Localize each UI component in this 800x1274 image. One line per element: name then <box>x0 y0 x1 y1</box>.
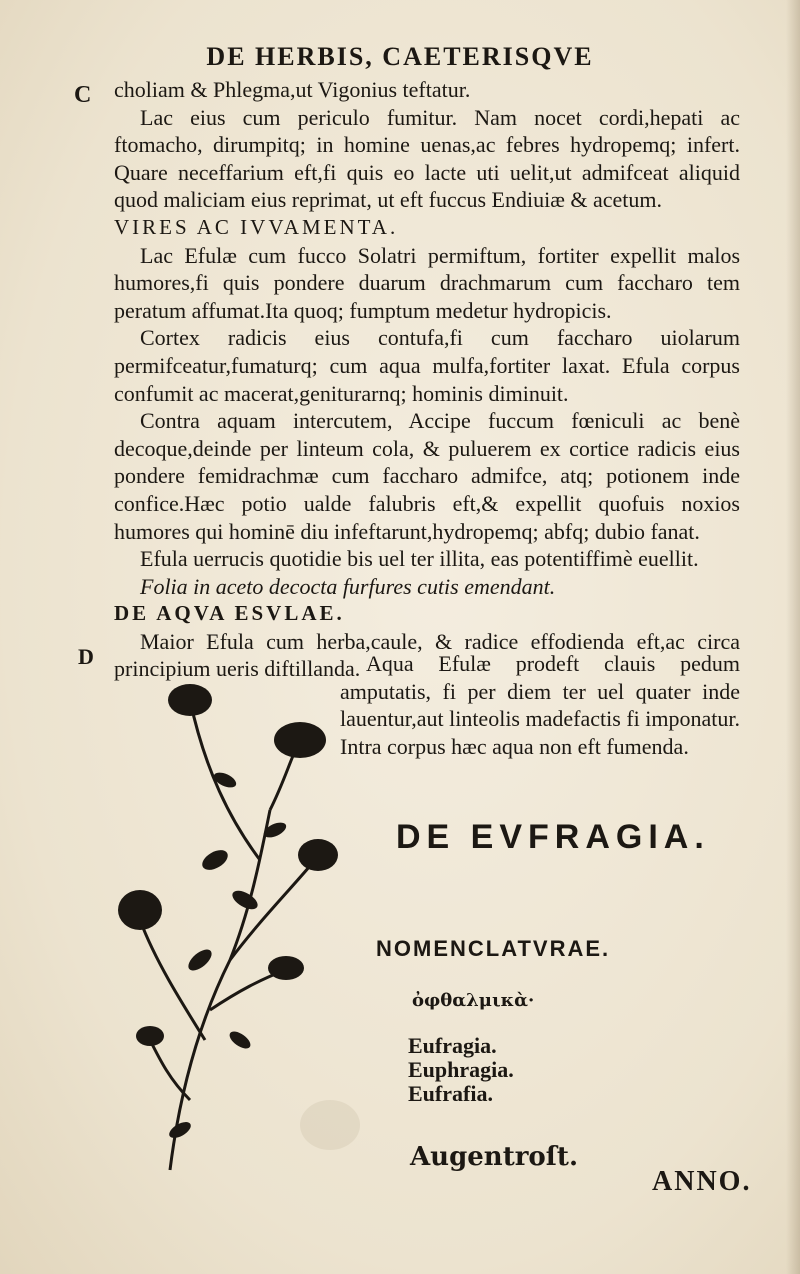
greek-name: ὀφθαλμικὰ· <box>412 990 535 1011</box>
main-text-block <box>114 76 740 683</box>
latin-name: Eufrafia. <box>408 1081 493 1106</box>
page-edge-shadow <box>786 0 800 1274</box>
paragraph-lac: Lac eius cum periculo fumitur. Nam nocet cordi,hepati ac ftomacho, dirumpitq; in homine uenas,ac febres hydropemq; infert. Quare neceffarium eft,fi quis eo lacte uti uelit,ut admifceat aliquid quod maliciam eius reprimat, ut eft fuccus Endiuiæ & acetum. <box>114 104 740 213</box>
paragraph-vires-1: Lac Efulæ cum fucco Solatri permiftum, fortiter expellit malos humores,fi quis pondere duarum drachmarum cum faccharo tem peratum affumat.Ita quoq; fumptum medetur hydropicis. <box>114 242 740 323</box>
latin-name: Eufragia. <box>408 1033 497 1058</box>
nomenclature-title: NOMENCLATVRAE. <box>376 936 611 961</box>
margin-letter-c: C <box>74 82 92 108</box>
paragraph-vires-3: Contra aquam intercutem, Accipe fuccum fœniculi ac benè decoque,deinde per linteum cola, & puluerem ex cortice radicis eius pondere femidrachmæ cum faccharo admifce, atq; potionem inde confice.Hæc potio ualde falubris eft,& expellit quofuis noxios humores qui hominē diu infeftarunt,hydropemq; abfq; dubio fanat. <box>114 408 740 544</box>
paragraph-vires-5: Folia in aceto decocta furfures cutis emendant. <box>140 573 556 599</box>
right-column-text <box>340 650 740 760</box>
paragraph-vires-2: Cortex radicis eius contufa,fi cum faccharo uiolarum permifceatur,fumaturq; cum aqua mulfa,fortiter laxat. Efula corpus confumit ac macerat,geniturarnq; hominis diminuit. <box>114 325 740 406</box>
paragraph-aqua: Maior Efula cum herba,caule, & radice effodienda eft,ac circa principium ueris diftillanda. <box>114 628 740 682</box>
german-name: Augentroſt. <box>410 1142 578 1172</box>
eufragia-plant-woodcut <box>110 660 340 1180</box>
section-title-eufragia: DE EVFRAGIA. <box>396 818 710 856</box>
running-head: DE HERBIS, CAETERISQVE <box>206 42 594 71</box>
paragraph-continuation: choliam & Phlegma,ut Vigonius teftatur. <box>114 77 471 102</box>
heading-vires: VIRES AC IVVAMENTA. <box>114 214 399 239</box>
paragraph-vires-4: Efula uerrucis quotidie bis uel ter illita, eas potentiffimè euellit. <box>140 546 699 572</box>
paragraph-aqua-right: Aqua Efulæ prodeft clauis pedum amputatis, fi per diem ter uel quater inde lauentur,aut linteolis madefactis fi imponatur. Intra corpus hæc aqua non eft fumenda. <box>340 651 740 759</box>
margin-letter-d: D <box>78 644 94 669</box>
paper-stain <box>300 1100 360 1150</box>
catchword: ANNO. <box>652 1166 752 1197</box>
latin-names-list <box>408 1034 514 1106</box>
heading-aqua: DE AQVA ESVLAE. <box>114 601 345 626</box>
latin-name: Euphragia. <box>408 1057 514 1082</box>
